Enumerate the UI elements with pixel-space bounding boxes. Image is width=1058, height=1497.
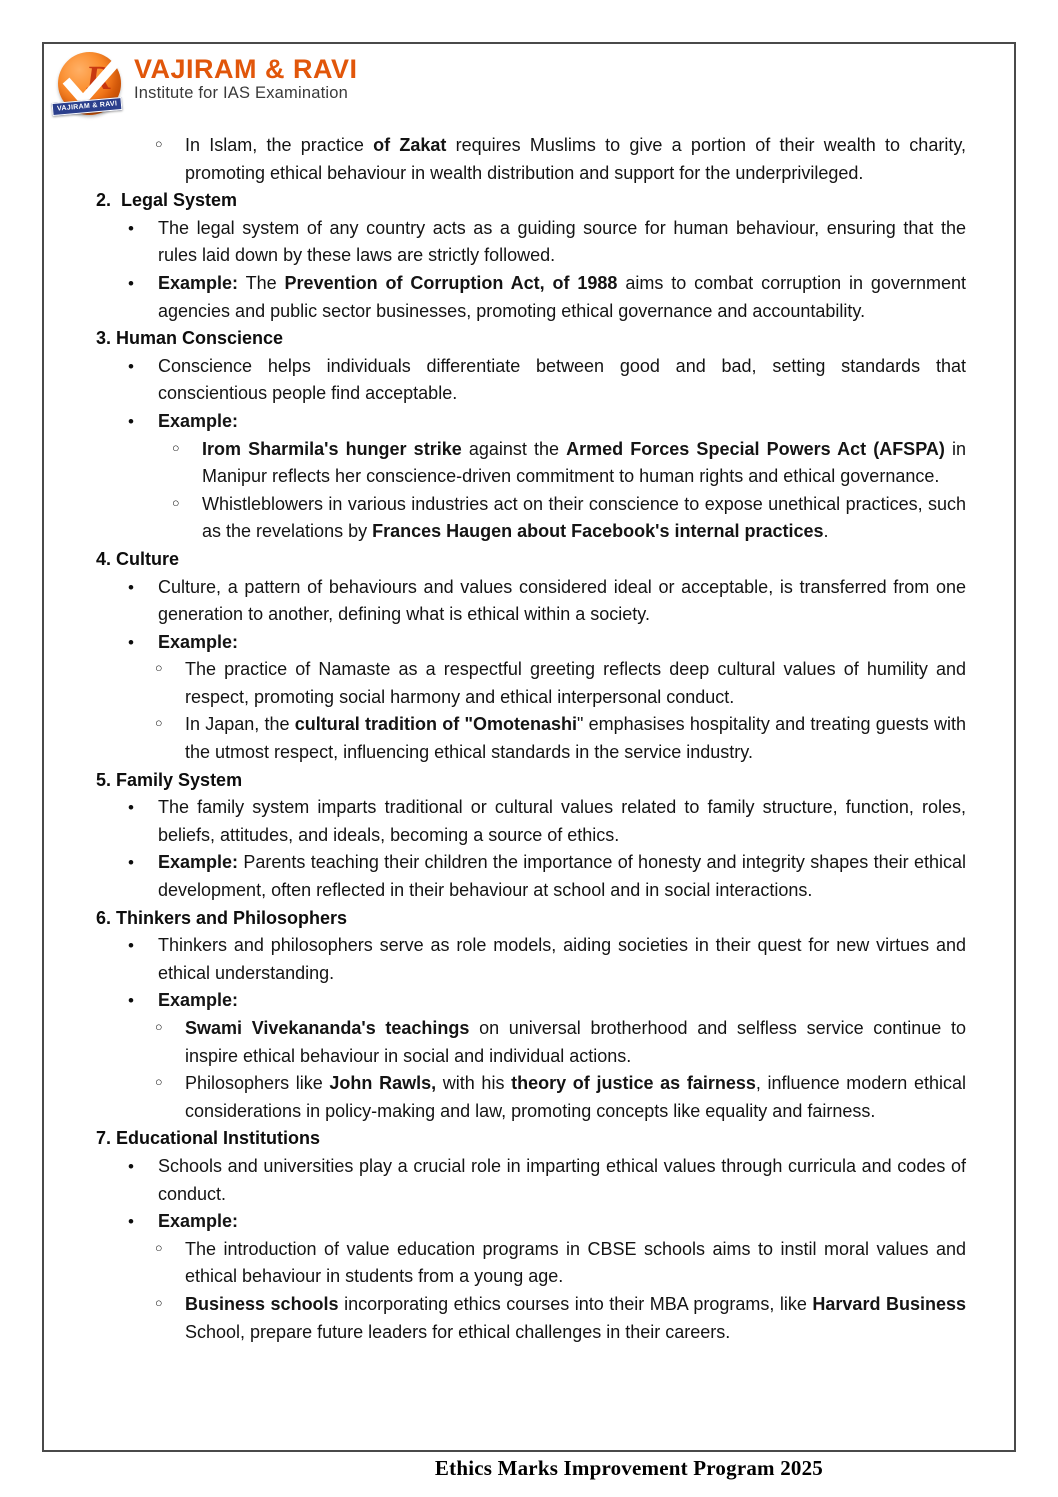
item-text: Irom Sharmila's hunger strike against the Armed Forces Special Powers Act (AFSPA) in Manipur reflects her conscience-driven commitment to human rights and ethical governance. <box>202 438 966 487</box>
list-item <box>96 408 966 436</box>
item-text: The practice of Namaste as a respectful greeting reflects deep cultural values of humility and respect, promoting social harmony and ethical interpersonal conduct. <box>185 659 966 707</box>
item-text: In Japan, the cultural tradition of "Omotenashi" emphasises hospitality and treating guests with the utmost respect, influencing ethical standards in the service industry. <box>185 714 966 763</box>
item-text: Example: The Prevention of Corruption Act, of 1988 aims to combat corruption in government agencies and public sector businesses, promoting ethical governance and accountability. <box>158 272 966 321</box>
list-item <box>96 270 966 325</box>
section-heading: 4. Culture <box>96 548 180 569</box>
bullet-disc-icon: • <box>128 853 134 873</box>
bullet-disc-icon: • <box>128 273 134 293</box>
bullet-disc-icon: • <box>128 991 134 1011</box>
bullet-circle-icon: ○ <box>155 716 163 731</box>
bullet-circle-icon: ○ <box>155 661 163 676</box>
bullet-disc-icon: • <box>128 798 134 818</box>
list-item <box>96 353 966 408</box>
bullet-disc-icon: • <box>128 1212 134 1232</box>
page-border-frame <box>42 42 1016 1480</box>
section-heading: 2. Legal System <box>96 190 238 211</box>
footer-program-title: Ethics Marks Improvement Program 2025 <box>434 1456 823 1480</box>
bullet-circle-icon: ○ <box>155 1075 163 1090</box>
item-text: Culture, a pattern of behaviours and values considered ideal or acceptable, is transferred from one generation to another, defining what is ethical within a society. <box>158 576 966 625</box>
list-item <box>96 132 966 187</box>
bullet-circle-icon: ○ <box>172 440 180 455</box>
item-text: Example: Parents teaching their children the importance of honesty and integrity shapes their ethical development, often reflected in their behaviour at school and in social interactions. <box>158 852 966 901</box>
bullet-disc-icon: • <box>128 577 134 597</box>
item-text: Thinkers and philosophers serve as role models, aiding societies in their quest for new virtues and ethical understanding. <box>158 935 966 983</box>
item-text: The family system imparts traditional or cultural values related to family structure, function, roles, beliefs, attitudes, and ideals, becoming a source of ethics. <box>158 797 966 845</box>
logo-ball-icon <box>58 52 121 115</box>
item-text: Example: <box>158 1211 239 1232</box>
list-item <box>96 491 966 546</box>
logo-subtitle: Institute for IAS Examination <box>134 84 348 102</box>
bullet-disc-icon: • <box>128 411 134 431</box>
list-item <box>96 794 966 849</box>
logo-title: VAJIRAM & RAVI <box>134 54 358 84</box>
item-text: Conscience helps individuals differentiate between good and bad, setting standards that conscientious people find acceptable. <box>158 355 966 404</box>
list-item <box>96 629 966 657</box>
logo-ribbon: VAJIRAM & RAVI <box>52 97 123 116</box>
bullet-circle-icon: ○ <box>155 1020 163 1034</box>
logo-wordmark <box>134 54 358 113</box>
section-heading: 3. Human Conscience <box>96 328 284 349</box>
bullet-disc-icon: • <box>128 936 134 956</box>
item-text: Business schools incorporating ethics courses into their MBA programs, like Harvard Business School, prepare future leaders for ethical challenges in their careers. <box>185 1293 966 1342</box>
bullet-disc-icon: • <box>128 1156 134 1176</box>
institute-logo <box>58 52 358 115</box>
item-text: Schools and universities play a crucial role in imparting ethical values through curricula and codes of conduct. <box>158 1155 966 1204</box>
item-text: Philosophers like John Rawls, with his theory of justice as fairness, influence modern ethical considerations in policy-making and law, promoting concepts like equality and fairness. <box>185 1073 966 1121</box>
item-text: The introduction of value education programs in CBSE schools aims to instil moral values and ethical behaviour in students from a young age. <box>185 1238 966 1287</box>
item-text: Whistleblowers in various industries act on their conscience to expose unethical practices, such as the revelations by Frances Haugen about Facebook's internal practices. <box>202 493 966 542</box>
logo-monogram: R <box>84 60 115 97</box>
item-text: Swami Vivekananda's teachings on universal brotherhood and selfless service continue to inspire ethical behaviour in social and individual actions. <box>185 1018 966 1066</box>
list-item <box>96 1153 966 1208</box>
list-item <box>96 711 966 766</box>
list-item <box>96 1015 966 1070</box>
list-item <box>96 215 966 270</box>
item-text: Example: <box>158 410 239 431</box>
bullet-disc-icon: • <box>128 632 134 652</box>
list-item <box>96 1208 966 1236</box>
bullet-disc-icon: • <box>128 218 134 238</box>
list-item <box>96 574 966 629</box>
bullet-circle-icon: ○ <box>172 495 180 510</box>
section-heading: 7. Educational Institutions <box>96 1128 321 1149</box>
item-text: Example: <box>158 990 239 1011</box>
list-item <box>96 656 966 711</box>
bullet-circle-icon: ○ <box>155 137 163 151</box>
list-item <box>96 1070 966 1125</box>
item-text: Example: <box>158 631 239 652</box>
list-item <box>96 987 966 1015</box>
section-heading: 6. Thinkers and Philosophers <box>96 907 348 928</box>
bullet-disc-icon: • <box>128 356 134 376</box>
list-item <box>96 1291 966 1346</box>
document-body <box>44 132 1014 1346</box>
bullet-circle-icon: ○ <box>155 1240 163 1255</box>
item-text: In Islam, the practice of Zakat requires Muslims to give a portion of their wealth to charity, promoting ethical behaviour in wealth distribution and support for the underprivileged. <box>185 135 966 183</box>
bullet-circle-icon: ○ <box>155 1295 163 1310</box>
list-item <box>96 436 966 491</box>
section-heading: 5. Family System <box>96 769 243 790</box>
item-text: The legal system of any country acts as a guiding source for human behaviour, ensuring that the rules laid down by these laws are strictly followed. <box>158 217 966 266</box>
list-item <box>96 849 966 904</box>
list-item <box>96 1236 966 1291</box>
list-item <box>96 932 966 987</box>
